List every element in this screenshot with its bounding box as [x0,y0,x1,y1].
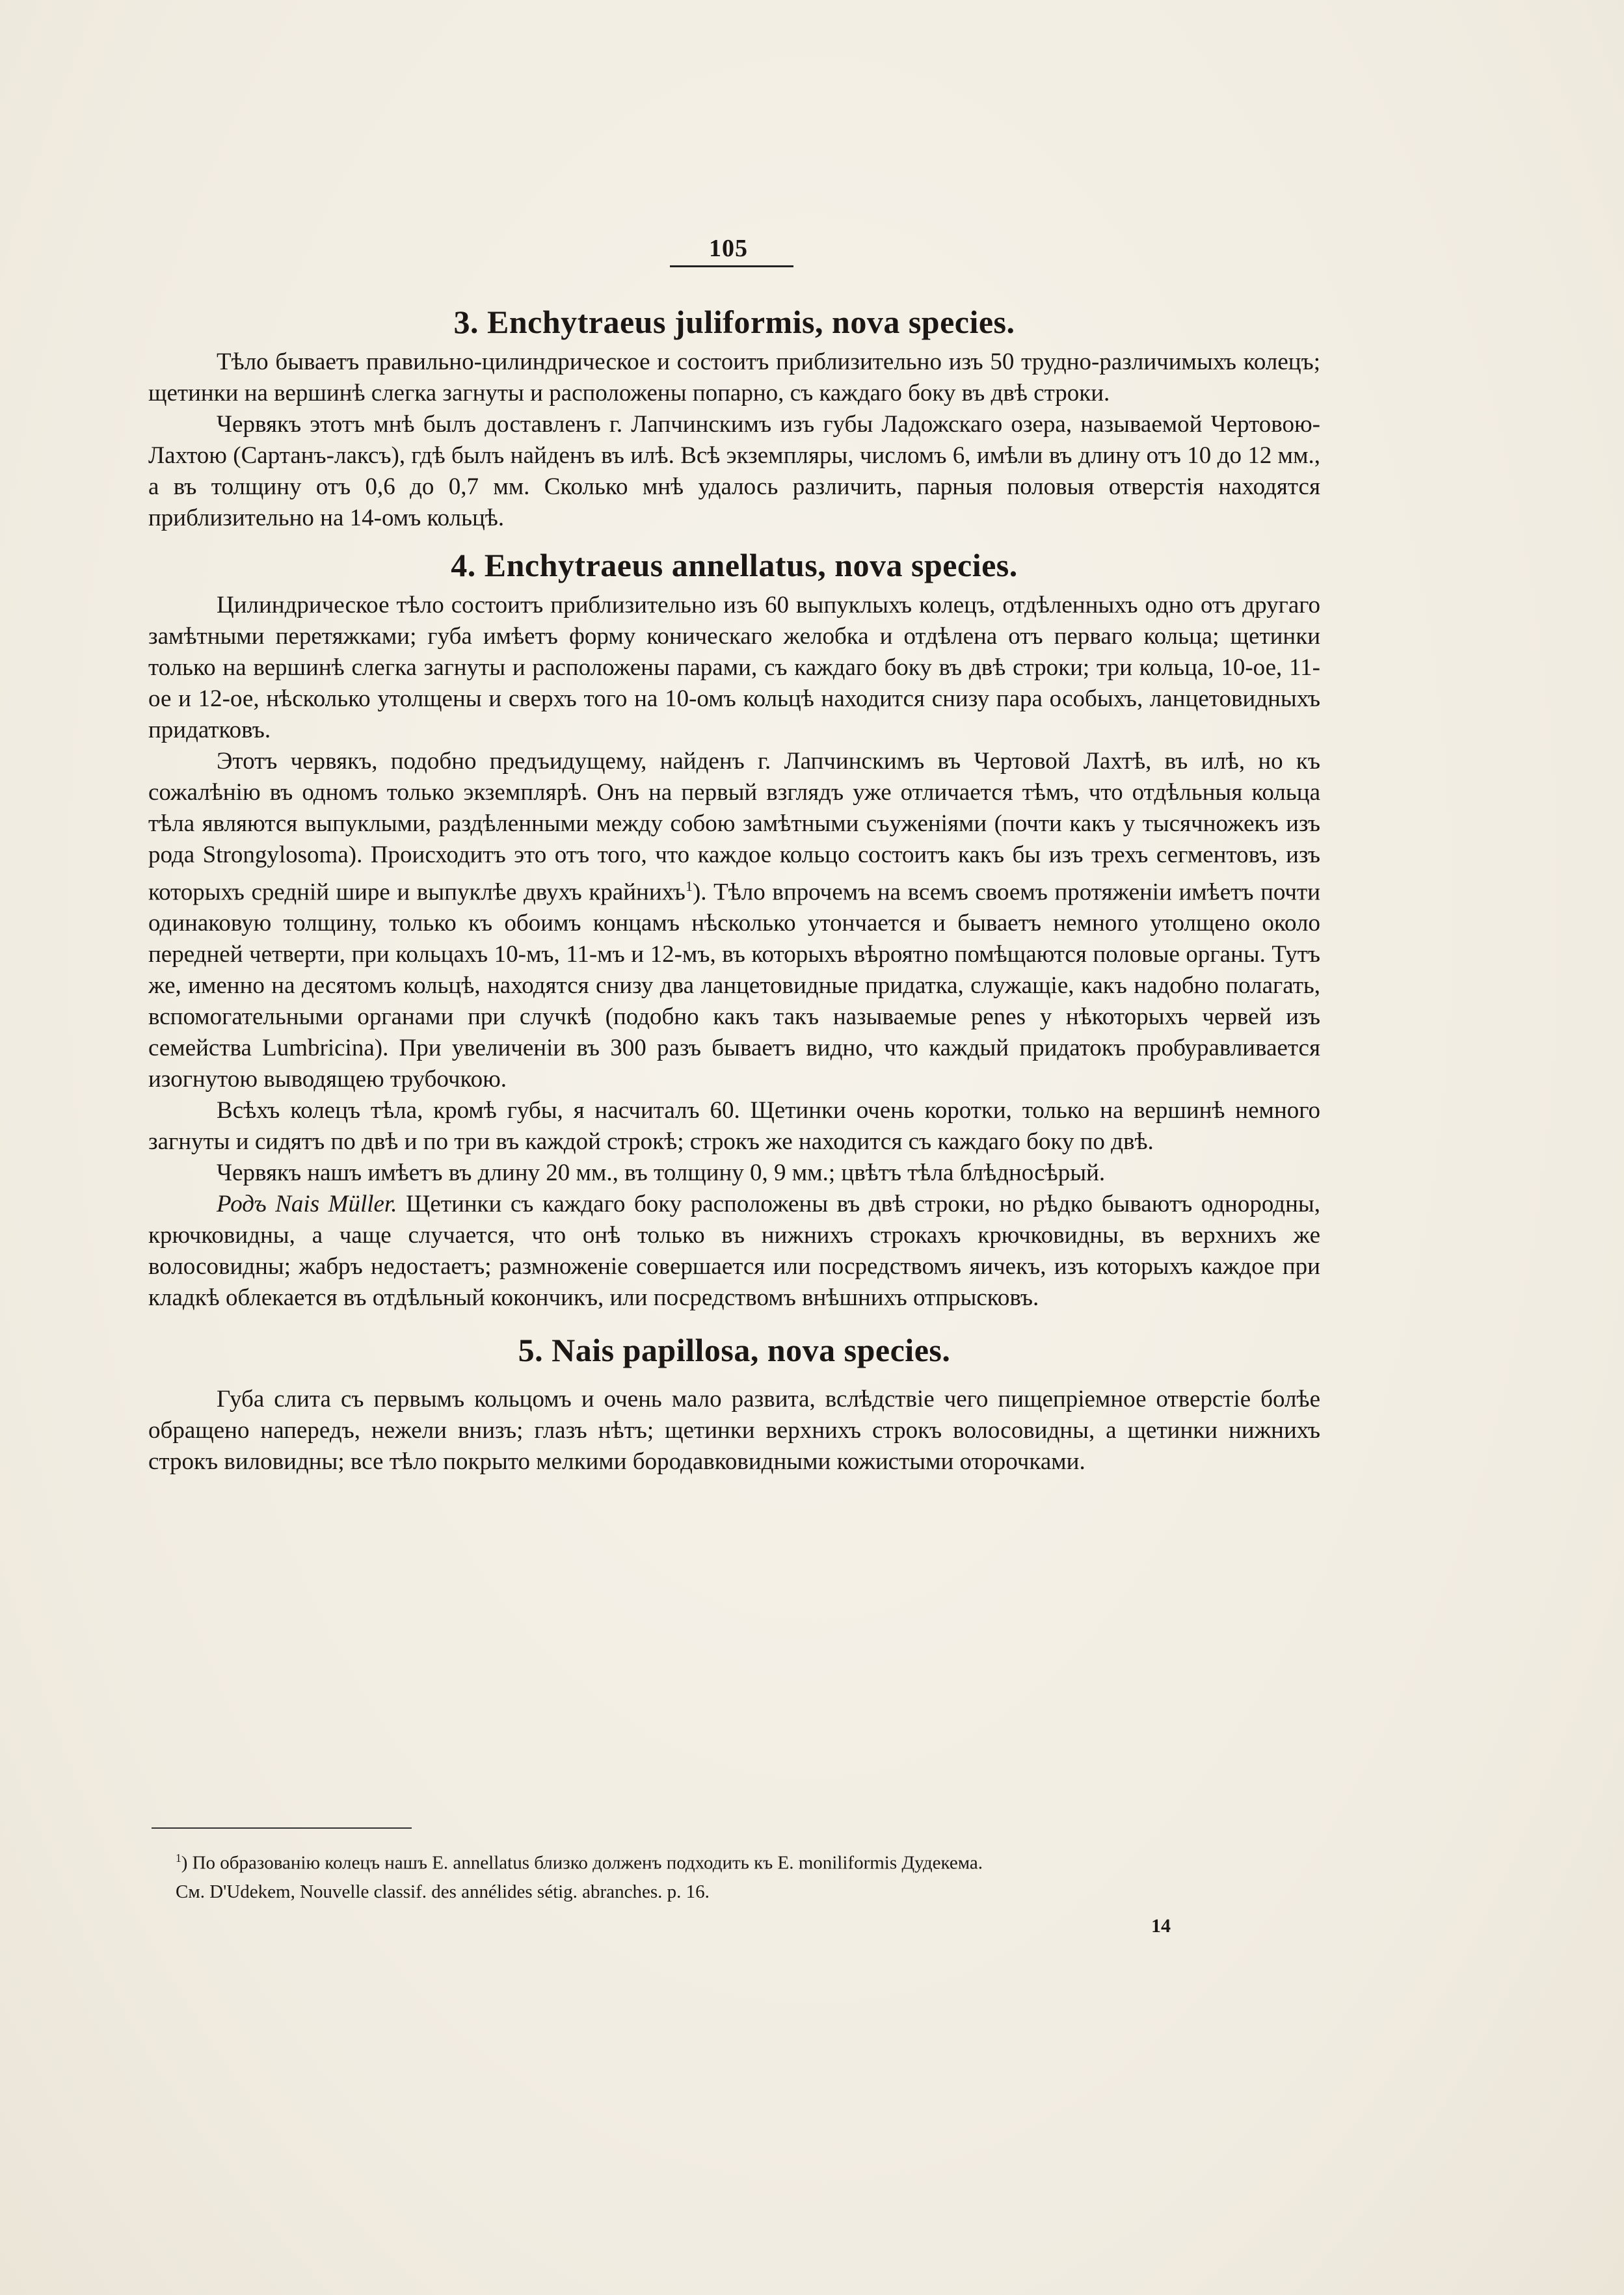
genus-text: Щетинки съ каждаго боку расположены въ двѣ строки, но рѣдко бываютъ однородны, крючковидны, а чаще случается, что онѣ только въ нижнихъ строкахъ крючковидны, въ верхнихъ же волосовидны; жабръ недостаетъ; размноженіе совершается или посредствомъ яичекъ, изъ которыхъ каждое при кладкѣ облекается въ отдѣльный кокончикъ, или посредствомъ внѣшнихъ отпрысковъ. [148,1191,1321,1312]
footnote-rule [152,1827,412,1829]
section-3-title: 3. Enchytraeus juliformis, nova species. [453,304,1015,340]
footnote-line-1 [176,1844,1327,1877]
footnote [176,1844,1327,1906]
section-4-paragraph-with-footnote [148,746,1320,1095]
section-4-paragraph: Цилиндрическое тѣло состоитъ приблизительно изъ 60 выпуклыхъ колецъ, отдѣленныхъ одно отъ другаго замѣтными перетяжками; губа имѣетъ форму коническаго желобка и отдѣлена отъ перваго кольца; щетинки только на вершинѣ слегка загнуты и расположены парами, съ каждаго боку въ двѣ строки; три кольца, 10-ое, 11-ое и 12-ое, нѣсколько утолщены и сверхъ того на 10-омъ кольцѣ находится снизу пара особыхъ, ланцетовидныхъ придатковъ. [148,592,1320,743]
page-number-rule [670,265,793,267]
section-4-paragraph: Всѣхъ колецъ тѣла, кромѣ губы, я насчиталъ 60. Щетинки очень коротки, только на вершинѣ немного загнуты и сидятъ по двѣ и по три въ каждой строкѣ; строкъ же находится съ каждаго боку по двѣ. [148,1097,1320,1156]
section-3-paragraph: Тѣло бываетъ правильно-цилиндрическое и состоитъ приблизительно изъ 50 трудно-различимыхъ колецъ; щетинки на вершинѣ слегка загнуты и расположены попарно, съ каждаго боку въ двѣ строки. [148,349,1320,406]
section-4-text: ). Тѣло впрочемъ на всемъ своемъ протяженіи имѣетъ почти одинаковую толщину, только къ обоимъ концамъ нѣсколько утончается и бываетъ немного утолщено около передней четверти, при кольцахъ 10-мъ, 11-мъ и 12-мъ, въ которыхъ вѣроятно помѣщаются половые органы. Тутъ же, именно на десятомъ кольцѣ, находятся снизу два ланцетовидные придатка, служащіе, какъ надобно полагать, вспомогательными органами при случкѣ (подобно какъ такъ называемые penes у нѣкоторыхъ червей изъ семейства Lumbricina). При увеличеніи въ 300 разъ бываетъ видно, что каждый придатокъ пробуравливается изогнутою выводящею трубочкою. [148,879,1321,1093]
main-text [148,296,1320,1478]
footnote-line-2: См. D'Udekem, Nouvelle classif. des annélides sétig. abranches. p. 16. [176,1881,710,1902]
section-4-title: 4. Enchytraeus annellatus, nova species. [451,547,1018,583]
section-5-title: 5. Nais papillosa, nova species. [518,1332,951,1369]
genus-paragraph [148,1189,1320,1314]
page-number: 105 [709,235,748,262]
footnote-text: ) По образованію колецъ нашъ E. annellatus близко долженъ подходить къ E. moniliformis Дудекема. [181,1852,983,1874]
section-5-paragraph: Губа слита съ первымъ кольцомъ и очень мало развита, вслѣдствіе чего пищепріемное отверстіе болѣе обращено напередъ, нежели внизъ; глазъ нѣтъ; щетинки верхнихъ строкъ волосовидны, а щетинки нижнихъ строкъ виловидны; все тѣло покрыто мелкими бородавковидными кожистыми оторочками. [148,1386,1320,1476]
section-4-paragraph: Червякъ нашъ имѣетъ въ длину 20 мм., въ толщину 0, 9 мм.; цвѣтъ тѣла блѣдносѣрый. [217,1160,1106,1187]
section-4-text: Этотъ червякъ, подобно предъидущему, найденъ г. Лапчинскимъ въ Чертовой Лахтѣ, въ илѣ, но къ сожалѣнію въ одномъ только экземплярѣ. Онъ на первый взглядъ уже отличается тѣмъ, что отдѣльныя кольца тѣла являются выпуклыми, раздѣленными между собою замѣтными съуженіями (почти какъ у тысячножекъ изъ рода Strongylosoma). Происходитъ это отъ того, что каждое кольцо состоитъ какъ бы изъ трехъ сегментовъ, изъ которыхъ средній шире и выпуклѣе двухъ крайнихъ [148,748,1320,906]
section-3-paragraph: Червякъ этотъ мнѣ былъ доставленъ г. Лапчинскимъ изъ губы Ладожскаго озера, называемой Чертовою-Лахтою (Сартанъ-лаксъ), гдѣ былъ найденъ въ илѣ. Всѣ экземпляры, числомъ 6, имѣли въ длину отъ 10 до 12 мм., а въ толщину отъ 0,6 до 0,7 мм. Сколько мнѣ удалось различить, парныя половыя отверстія находятся приблизительно на 14-омъ кольцѣ. [148,411,1320,531]
footnote-reference[interactable]: 1 [685,878,693,894]
genus-label: Родъ Nais Müller. [217,1191,397,1218]
footnote-mark: 1 [176,1851,181,1864]
signature-mark: 14 [1151,1915,1171,1937]
